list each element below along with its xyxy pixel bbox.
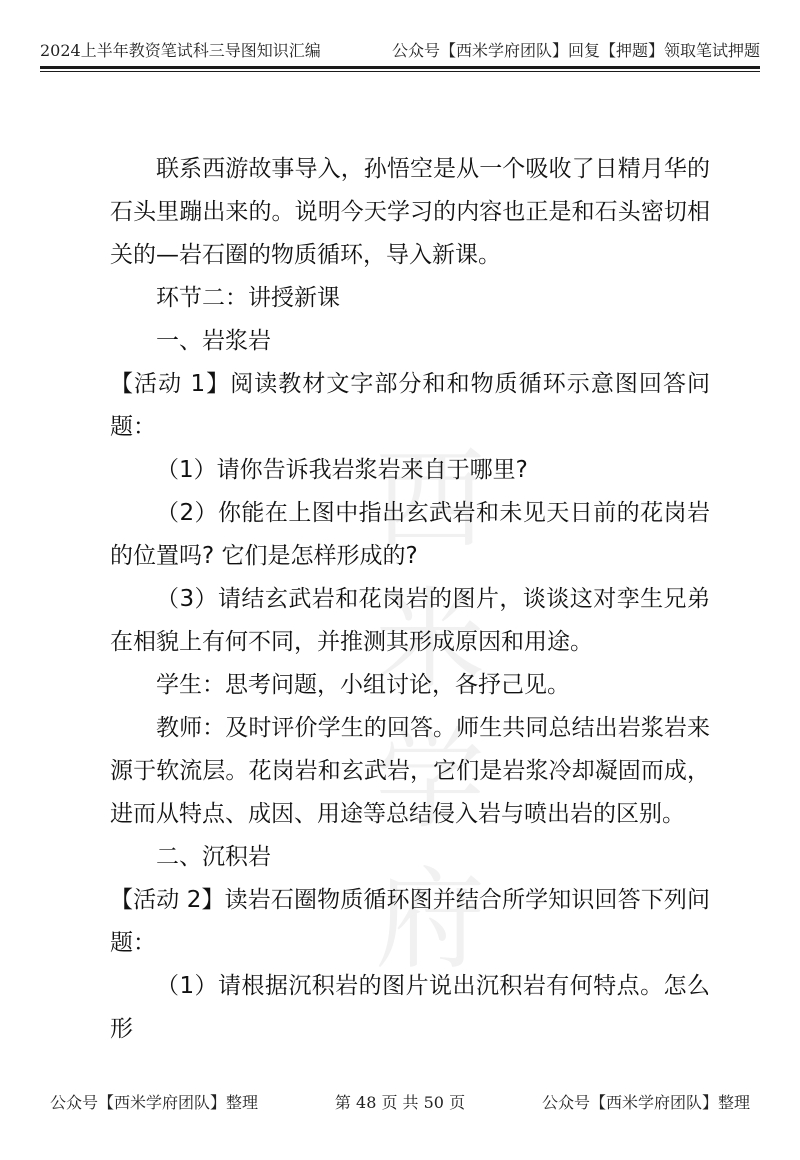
section-heading-step-two: 环节二：讲授新课 [156,285,340,311]
activity-1-question-3: （3）请结玄武岩和花岗岩的图片，谈谈这对孪生兄弟在相貌上有何不同，并推测其形成原因和用途。 [110,586,710,655]
page-header [40,32,760,62]
page-footer [40,1086,760,1116]
header-divider-thick [40,66,760,69]
paragraph-intro: 联系西游故事导入，孙悟空是从一个吸收了日精月华的石头里蹦出来的。说明今天学习的内容也正是和石头密切相关的—岩石圈的物质循环，导入新课。 [110,156,710,268]
footer-page-number: 第 48 页 共 50 页 [334,1093,466,1112]
header-document-title: 2024上半年教资笔试科三导图知识汇编 [40,41,321,60]
activity-2-question-1: （1）请根据沉积岩的图片说出沉积岩有何特点。怎么形 [110,973,710,1042]
teacher-response: 教师：及时评价学生的回答。师生共同总结出岩浆岩来源于软流层。花岗岩和玄武岩，它们是岩浆冷却凝固而成，进而从特点、成因、用途等总结侵入岩与喷出岩的区别。 [110,715,710,827]
subsection-heading-igneous: 一、岩浆岩 [156,328,271,354]
activity-1-prompt: 【活动 1】阅读教材文字部分和和物质循环示意图回答问题： [110,371,710,440]
activity-1-question-2: （2）你能在上图中指出玄武岩和未见天日前的花岗岩的位置吗? 它们是怎样形成的? [110,500,710,569]
document-body [110,148,710,1051]
header-divider-thin [40,71,760,72]
header-promo-text: 公众号【西米学府团队】回复【押题】领取笔试押题 [391,41,760,60]
activity-2-prompt: 【活动 2】读岩石圈物质循环图并结合所学知识回答下列问题： [110,887,710,956]
watermark-text: 西米学府 [375,436,485,984]
student-response: 学生：思考问题，小组讨论，各抒己见。 [156,672,570,698]
footer-left-credit: 公众号【西米学府团队】整理 [50,1093,259,1112]
footer-right-credit: 公众号【西米学府团队】整理 [541,1093,750,1112]
activity-1-question-1: （1）请你告诉我岩浆岩来自于哪里? [156,457,528,483]
subsection-heading-sedimentary: 二、沉积岩 [156,844,271,870]
